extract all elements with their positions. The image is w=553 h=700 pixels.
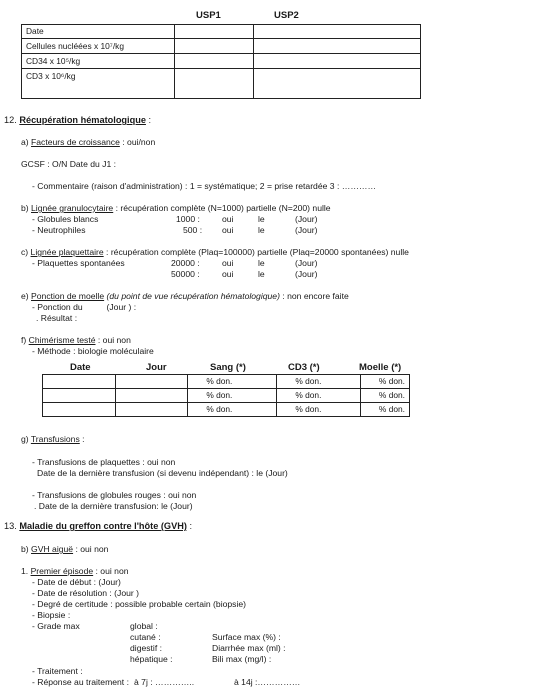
- grade-max-label: - Grade max: [32, 621, 80, 631]
- commentaire-line: - Commentaire (raison d'administration) : 1 = systématique; 2 = prise retardée 3 : …………: [32, 181, 377, 191]
- usp-cell: [254, 69, 421, 99]
- jour-text: (Jour): [295, 258, 318, 268]
- degre-certitude: - Degré de certitude : possible probable certain (biopsie): [32, 599, 247, 609]
- item-value: : oui non: [73, 544, 109, 554]
- item-prefix: b): [21, 544, 32, 554]
- transfusion-globules: - Transfusions de globules rouges : oui non: [32, 490, 197, 500]
- item-label: Lignée granulocytaire: [31, 203, 114, 213]
- transfusion-globules-date: . Date de la dernière transfusion: le (Jour): [34, 501, 193, 511]
- usp-cell: [175, 39, 254, 54]
- chim-cell: % don.: [360, 389, 409, 403]
- grade-digestif: digestif :: [130, 643, 163, 653]
- grade-global: global :: [130, 621, 158, 631]
- item-value: : récupération complète (Plaq=100000) partielle (Plaq=20000 spontanées) nulle: [103, 247, 409, 257]
- item-label: Transfusions: [30, 434, 80, 444]
- plaquettes-threshold-2: 50000 :: [171, 269, 200, 279]
- growth-factors-line: [21, 138, 155, 147]
- item-value: :: [79, 434, 85, 444]
- chim-cell: % don.: [188, 375, 277, 389]
- le-text: le: [258, 258, 265, 268]
- oui-text: oui: [222, 214, 234, 224]
- chim-cell: [115, 389, 188, 403]
- usp2-header: USP2: [274, 10, 299, 21]
- globules-blancs-threshold: 1000 :: [176, 214, 200, 224]
- item-prefix: a): [21, 137, 32, 147]
- usp-cell: [175, 25, 254, 39]
- granulocyte-line: [21, 204, 331, 213]
- usp-cell: [254, 39, 421, 54]
- usp-cell: [175, 54, 254, 69]
- item-prefix: f): [21, 335, 29, 345]
- methode-line: - Méthode : biologie moléculaire: [32, 346, 154, 356]
- item-label: GVH aiguë: [31, 544, 74, 554]
- item-label: Lignée plaquettaire: [30, 247, 104, 257]
- item-label: Facteurs de croissance: [31, 137, 120, 147]
- gcsf-line: GCSF : O/N Date du J1 :: [21, 159, 117, 169]
- jour-text: (Jour): [295, 225, 318, 235]
- usp-cell: [254, 54, 421, 69]
- usp-row-label: Cellules nucléées x 10⁷/kg: [22, 39, 175, 54]
- section-13-heading: [4, 522, 192, 531]
- item-prefix: g): [21, 434, 31, 444]
- neutrophiles-threshold: 500 :: [183, 225, 203, 235]
- surface-max: Surface max (%) :: [212, 632, 281, 642]
- chim-cell: % don.: [360, 403, 409, 417]
- le-text: le: [258, 214, 265, 224]
- biopsie-line: - Biopsie :: [32, 610, 71, 620]
- section-number: 13.: [4, 521, 20, 531]
- oui-text: oui: [222, 258, 234, 268]
- chim-cell: % don.: [188, 403, 277, 417]
- ponction-line: - Ponction du (Jour ) :: [32, 302, 137, 312]
- traitement-line: - Traitement :: [32, 666, 83, 676]
- bili-max: Bili max (mg/l) :: [212, 654, 272, 664]
- grade-cutane: cutané :: [130, 632, 161, 642]
- jour-text: (Jour): [295, 214, 318, 224]
- chim-cell: % don.: [277, 403, 361, 417]
- gvh-aigue-line: [21, 545, 108, 554]
- section-title: Récupération hématologique: [19, 115, 146, 125]
- diarrhee-max: Diarrhée max (ml) :: [212, 643, 286, 653]
- transfusion-plaquettes-date: Date de la dernière transfusion (si devenu indépendant) : le (Jour): [37, 468, 288, 478]
- oui-text: oui: [222, 225, 234, 235]
- date-resolution: - Date de résolution : (Jour ): [32, 588, 139, 598]
- section-title-tail: :: [186, 521, 193, 531]
- section-number: 12.: [4, 115, 20, 125]
- reponse-7j: à 7j : …………..: [134, 677, 195, 687]
- chim-header-cd3: CD3 (*): [288, 362, 320, 373]
- item-value: : oui/non: [119, 137, 156, 147]
- usp1-header: USP1: [196, 10, 221, 21]
- section-title-tail: :: [145, 115, 152, 125]
- chim-cell: [115, 375, 188, 389]
- chim-header-sang: Sang (*): [210, 362, 246, 373]
- usp-row-label: CD3 x 10⁶/kg: [22, 69, 175, 99]
- chim-header-date: Date: [70, 362, 91, 373]
- transfusions-heading: [21, 435, 85, 444]
- section-title: Maladie du greffon contre l'hôte (GVH): [19, 521, 187, 531]
- item-note: (du point de vue récupération hématologique): [104, 291, 280, 301]
- item-value: : récupération complète (N=1000) partielle (N=200) nulle: [113, 203, 331, 213]
- chimerism-table: [42, 374, 410, 417]
- chim-cell: % don.: [188, 389, 277, 403]
- item-value: : oui non: [95, 335, 131, 345]
- item-label: Chimérisme testé: [28, 335, 96, 345]
- chim-header-moelle: Moelle (*): [359, 362, 402, 373]
- chim-cell: % don.: [360, 375, 409, 389]
- item-label: Premier épisode: [30, 566, 94, 576]
- chimerisme-line: [21, 336, 131, 345]
- usp-row-label: Date: [22, 25, 175, 39]
- item-value: : oui non: [93, 566, 129, 576]
- chim-cell: [43, 403, 116, 417]
- globules-blancs-label: - Globules blancs: [32, 214, 99, 224]
- reponse-14j: à 14j :……………: [234, 677, 301, 687]
- section-12-heading: [4, 116, 151, 125]
- grade-hepatique: hépatique :: [130, 654, 173, 664]
- transfusion-plaquettes: - Transfusions de plaquettes : oui non: [32, 457, 176, 467]
- item-value: : non encore faite: [279, 291, 349, 301]
- chim-cell: [115, 403, 188, 417]
- usp-table: [21, 24, 421, 99]
- usp-cell: [175, 69, 254, 99]
- date-debut: - Date de début : (Jour): [32, 577, 121, 587]
- chim-cell: % don.: [277, 389, 361, 403]
- plaquettaire-line: [21, 248, 409, 257]
- item-prefix: c): [21, 247, 31, 257]
- item-label: Ponction de moelle: [31, 291, 105, 301]
- resultat-line: . Résultat :: [36, 313, 78, 323]
- reponse-label: - Réponse au traitement :: [32, 677, 129, 687]
- item-prefix: b): [21, 203, 32, 213]
- oui-text: oui: [222, 269, 234, 279]
- chim-cell: [43, 389, 116, 403]
- chim-header-jour: Jour: [146, 362, 167, 373]
- plaquettes-label: - Plaquettes spontanées: [32, 258, 125, 268]
- le-text: le: [258, 225, 265, 235]
- jour-text: (Jour): [295, 269, 318, 279]
- chim-cell: [43, 375, 116, 389]
- usp-cell: [254, 25, 421, 39]
- usp-row-label: CD34 x 10⁵/kg: [22, 54, 175, 69]
- item-prefix: 1.: [21, 566, 31, 576]
- le-text: le: [258, 269, 265, 279]
- ponction-heading: [21, 292, 349, 301]
- premier-episode-line: [21, 567, 129, 576]
- chim-cell: % don.: [277, 375, 361, 389]
- plaquettes-threshold-1: 20000 :: [171, 258, 200, 268]
- neutrophiles-label: - Neutrophiles: [32, 225, 86, 235]
- item-prefix: e): [21, 291, 32, 301]
